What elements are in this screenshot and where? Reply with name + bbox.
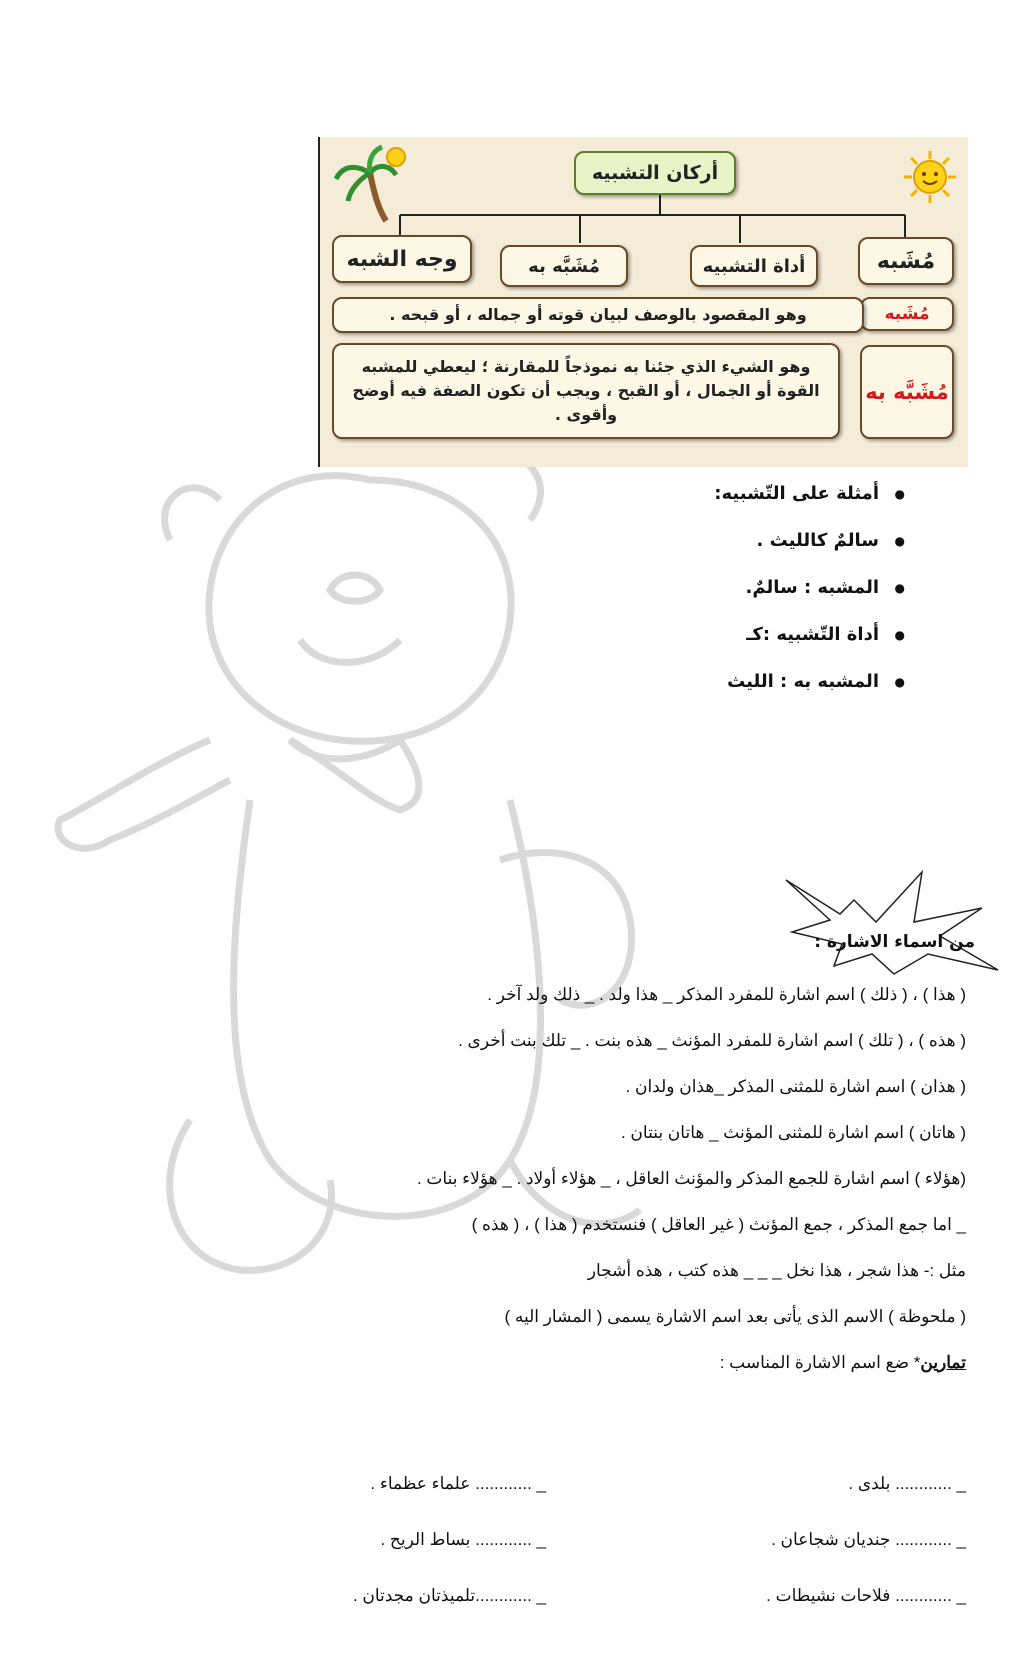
diagram-title: أركان التشبيه <box>574 151 736 195</box>
branch-mushabbah-bih: مُشَبَّه به <box>500 245 628 287</box>
exercise-rows <box>46 1472 966 1640</box>
exercise-item: _ ............ علماء عظماء . <box>370 1474 546 1493</box>
definition-text-mushabbah: وهو المقصود بالوصف لبيان قوته أو جماله ، أو قبحه . <box>332 297 864 333</box>
list-item: ● المشبه : سالمٌ. <box>714 576 905 623</box>
text-line: ( هاتان ) اسم اشارة للمثنى المؤنث _ هاتان بنتان . <box>620 1123 966 1142</box>
exercise-item: _ ............ جنديان شجاعان . <box>771 1530 966 1549</box>
text-line: _ اما جمع المذكر ، جمع المؤنث ( غير العاقل ) فنستخدم ( هذا ) ، ( هذه ) <box>471 1215 966 1234</box>
list-item: ● المشبه به : الليث <box>714 670 905 717</box>
text-line: ( ملحوظة ) الاسم الذى يأتى بعد اسم الاشارة يسمى ( المشار اليه ) <box>504 1307 966 1326</box>
exercise-item: _ ............ فلاحات نشيطات . <box>766 1586 966 1605</box>
branch-wajh: وجه الشبه <box>332 235 472 283</box>
list-item: ● سالمٌ كالليث . <box>714 529 905 576</box>
text-line: (هؤلاء ) اسم اشارة للجمع المذكر والمؤنث العاقل ، _ هؤلاء أولاد . _ هؤلاء بنات . <box>416 1169 966 1188</box>
definition-label-mushabbah: مُشَبه <box>860 297 954 331</box>
demonstratives-heading: من اسماء الاشارة : <box>814 932 975 952</box>
definition-label-mushabbah-bih: مُشَبَّه به <box>860 345 954 439</box>
exercise-item: _ ............تلميذتان مجدتان . <box>352 1586 546 1605</box>
exercise-text: * ضع اسم الاشارة المناسب : <box>719 1353 921 1372</box>
demonstratives-lines <box>46 983 966 1397</box>
text-line: ( هذه ) ، ( تلك ) اسم اشارة للمفرد المؤنث _ هذه بنت . _ تلك بنت أخرى . <box>458 1031 966 1050</box>
exercise-item: _ ............ بلدى . <box>848 1474 966 1493</box>
tashbih-pillars-diagram <box>318 137 968 467</box>
exercise-label: تمارين <box>920 1353 966 1372</box>
exercise-instruction <box>46 1351 966 1397</box>
tashbih-example-list <box>714 482 905 717</box>
branch-adah: أداة التشبيه <box>690 245 818 287</box>
branch-mushabbah: مُشَبه <box>858 237 954 285</box>
text-line: ( هذا ) ، ( ذلك ) اسم اشارة للمفرد المذكر _ هذا ولد . _ ذلك ولد آخر . <box>487 985 966 1004</box>
exercise-row <box>46 1584 966 1640</box>
definition-text-mushabbah-bih: وهو الشيء الذي جئنا به نموذجاً للمقارنة ؛ ليعطي للمشبه القوة أو الجمال ، أو القبح ، ويجب أن تكون الصفة فيه أوضح وأقوى . <box>332 343 840 439</box>
text-line: مثل :- هذا شجر ، هذا نخل _ _ _ هذه كتب ، هذه أشجار <box>587 1261 966 1280</box>
exercise-item: _ ............ بساط الريح . <box>380 1530 546 1549</box>
list-item: ● أمثلة على التّشبيه: <box>714 482 905 529</box>
text-line: ( هذان ) اسم اشارة للمثنى المذكر _هذان ولدان . <box>625 1077 966 1096</box>
starburst-shape <box>782 870 1000 980</box>
exercise-row <box>46 1528 966 1584</box>
exercise-row <box>46 1472 966 1528</box>
list-item: ● أداة التّشبيه :كـ <box>714 623 905 670</box>
